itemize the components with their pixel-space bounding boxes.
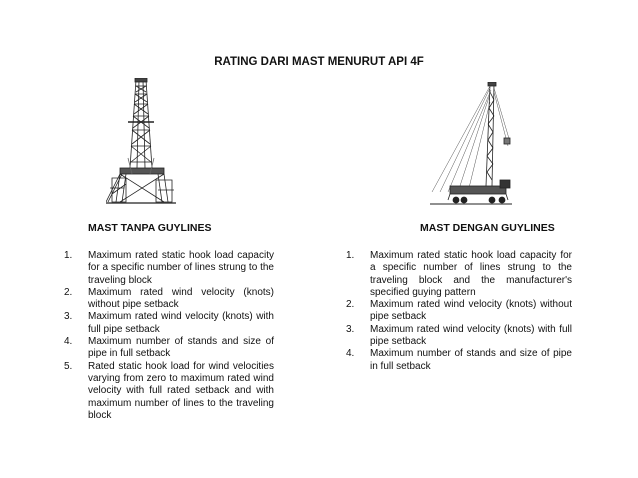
list-item [64, 311, 274, 336]
mast-without-guylines-illustration [106, 78, 176, 206]
list-text: Maximum rated wind velocity (knots) with full pipe setback [370, 323, 572, 348]
list-number: 4. [64, 336, 73, 348]
list-number: 4. [346, 348, 355, 360]
heading-mast-without-guylines: MAST TANPA GUYLINES [88, 222, 212, 234]
rating-list-without-guylines [64, 250, 274, 422]
list-item [346, 250, 572, 299]
page-title: RATING DARI MAST MENURUT API 4F [214, 56, 424, 68]
rating-list-with-guylines [346, 250, 572, 373]
list-item [64, 287, 274, 312]
list-number: 3. [64, 311, 73, 323]
list-text: Maximum rated wind velocity (knots) without pipe setback [370, 299, 572, 323]
list-item [346, 348, 572, 373]
heading-mast-with-guylines: MAST DENGAN GUYLINES [420, 222, 555, 234]
list-item [346, 299, 572, 324]
list-item [64, 250, 274, 287]
list-number: 1. [346, 250, 355, 261]
list-text: Maximum number of stands and size of pipe in full setback [370, 348, 572, 372]
list-item [346, 324, 572, 349]
list-text: Maximum rated static hook load capacity for a specific number of lines strung to the traveling block [88, 250, 274, 286]
list-number: 3. [346, 323, 355, 335]
list-number: 2. [64, 286, 73, 298]
list-item [64, 336, 274, 361]
mast-with-guylines-illustration [430, 82, 512, 208]
list-text: Maximum rated static hook load capacity for a specific number of lines strung to the traveling block and the manufacturer's specified guying pattern [370, 250, 572, 298]
list-text: Maximum number of stands and size of pipe in full setback [88, 336, 274, 360]
list-number: 2. [346, 299, 355, 311]
list-item [64, 361, 274, 422]
list-number: 1. [64, 250, 73, 261]
list-text: Maximum rated wind velocity (knots) with full pipe setback [88, 311, 274, 335]
list-number: 5. [64, 360, 73, 372]
list-text: Rated static hook load for wind velocities varying from zero to maximum rated wind velocity with full rated setback and with maximum number of lines to the traveling block [88, 360, 274, 421]
list-text: Maximum rated wind velocity (knots) without pipe setback [88, 286, 274, 311]
